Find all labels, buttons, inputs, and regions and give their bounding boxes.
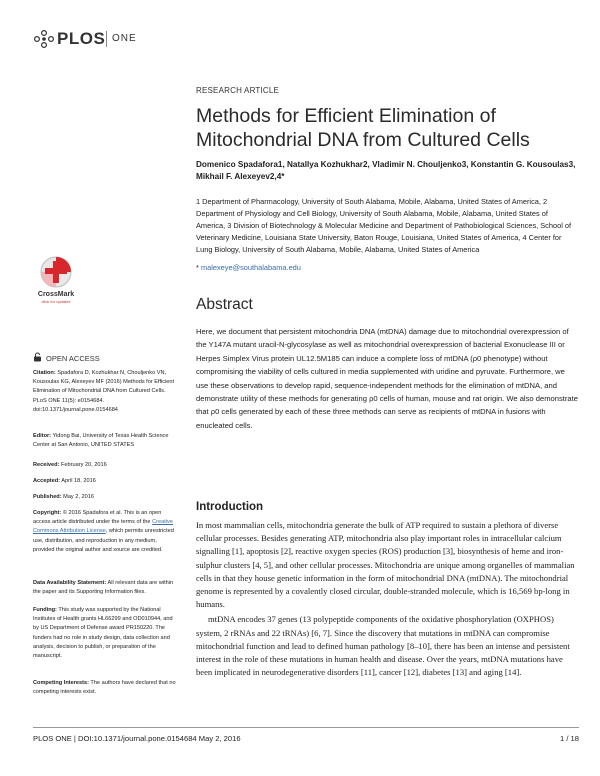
competing-label: Competing Interests: [33, 680, 89, 686]
crossmark-badge[interactable] [33, 255, 79, 311]
abstract-heading: Abstract [196, 296, 253, 313]
data-availability-text: All relevant data are within the paper and its Supporting Information files. [33, 580, 174, 596]
published-date [33, 493, 176, 502]
competing-interests [33, 679, 176, 697]
funding-text: This study was supported by the National Institutes of Health grants HL66299 and OD010944, and by US Department of Defense award PR150220. The funders had no role in study design, data collection and analysis, decision to publish, or preparation of the manuscript. [33, 607, 173, 660]
competing-text: The authors have declared that no competing interests exist. [33, 680, 176, 696]
citation-text: Spadafora D, Kozhukhar N, Chouljenko VN, Kousoulas KG, Alexeyev MF (2016) Methods for Efficient Elimination of Mitochondrial DNA from Cultured Cells. PLoS ONE 11(5): e0154684. doi:10.1371/journal.pone.0154684 [33, 370, 175, 413]
published-label: Published: [33, 494, 62, 500]
article-title: Methods for Efficient Elimination of Mitochondrial DNA from Cultured Cells [196, 105, 530, 151]
plos-logo[interactable] [33, 27, 153, 51]
corresponding-email [196, 263, 301, 272]
logo-name: PLOS [57, 29, 106, 48]
citation-label: Citation: [33, 370, 56, 376]
copyright-label: Copyright: [33, 510, 62, 516]
footer-citation: PLOS ONE | DOI:10.1371/journal.pone.0154684 May 2, 2016 [33, 734, 241, 743]
page-number: 1 / 18 [560, 734, 579, 743]
editor [33, 432, 176, 450]
author-list: Domenico Spadafora1, Natallya Kozhukhar2, Vladimir N. Chouljenko3, Konstantin G. Kousoulas3, Mikhail F. Alexeyev2,4* [196, 160, 576, 181]
logo-journal: ONE [112, 33, 137, 44]
crossmark-sublabel: click for updates [41, 299, 71, 304]
accepted-value: April 18, 2016 [61, 478, 96, 484]
copyright [33, 509, 176, 555]
article-type: RESEARCH ARTICLE [196, 86, 280, 95]
crossmark-label: CrossMark [37, 291, 75, 298]
received-value: February 20, 2016 [61, 462, 107, 468]
accepted-date [33, 477, 176, 486]
open-lock-icon [33, 352, 42, 362]
abstract-text: Here, we document that persistent mitochondria DNA (mtDNA) damage due to mitochondrial overexpression of the Y147A mutant uracil-N-glycosylase as well as mitochondrial overexpression of bacterial Exonuclease III or Herpes Simplex Virus protein UL12.5M185 can induce a complete loss of mtDNA (ρ0 phenotype) without compromising the viability of cells cultured in media supplemented with uridine and pyruvate. Furthermore, we use these observations to develop rapid, sequence-independent methods for the elimination of mtDNA, and demonstrate utility of these methods for generating ρ0 cells of human, mouse and rat origin. We also demonstrate that ρ0 cells generated by each of these three methods can serve as recipients of mtDNA in fusions with enucleated cells. [196, 327, 578, 430]
accepted-label: Accepted: [33, 478, 61, 484]
copyright-text-a: © 2016 Spadafora et al. This is an open access article distributed under the terms of the [33, 510, 162, 526]
copyright-text-b: , which permits unrestricted use, distribution, and reproduction in any medium, provided the original author and source are credited. [33, 528, 174, 553]
funding-label: Funding: [33, 607, 57, 613]
logo-separator [106, 31, 107, 47]
open-access-label: OPEN ACCESS [46, 354, 100, 363]
footer-divider [33, 727, 579, 728]
introduction-body [196, 519, 578, 679]
license-link[interactable]: Creative Commons Attribution License [33, 519, 173, 535]
citation [33, 369, 176, 415]
affiliations: 1 Department of Pharmacology, University of South Alabama, Mobile, Alabama, United States of America, 2 Department of Physiology and Cell Biology, University of South Alabama, Mobile, Alabama, United States of America, 3 Division of Biotechnology & Molecular Medicine and Department of Pathobiological Sciences, School of Veterinary Medicine, Louisiana State University, Baton Rouge, Louisiana, United States of America, 4 Center for Lung Biology, University of South Alabama, Mobile, Alabama, United States of America [196, 197, 572, 254]
data-availability [33, 579, 176, 597]
received-date [33, 461, 176, 470]
published-value: May 2, 2016 [63, 494, 94, 500]
editor-text: Yidong Bai, University of Texas Health Science Center at San Antonio, UNITED STATES [33, 433, 169, 449]
funding [33, 606, 176, 661]
editor-label: Editor: [33, 433, 52, 439]
plos-logo-dots-icon [33, 29, 55, 49]
email-marker: * [196, 263, 199, 272]
email-link[interactable]: malexeye@southalabama.edu [200, 263, 301, 272]
crossmark-icon [33, 255, 79, 291]
received-label: Received: [33, 462, 60, 468]
data-availability-label: Data Availability Statement: [33, 580, 107, 586]
introduction-heading: Introduction [196, 501, 264, 513]
intro-paragraph-2: mtDNA encodes 37 genes (13 polypeptide components of the oxidative phosphorylation (OXPHOS) system, 2 rRNAs and 22 tRNAs) [6, 7]. Since the discovery that mutations in mtDNA can compromise mitochondrial function and lead to defined human pathology [8–10], there has been an intense and persistent interest in the role of these mutations in human health and disease. Over the years, mtDNA mutations have been implicated in neurodegenerative disorders [11], cancer [12], diabetes [13] and aging [14]. [196, 614, 570, 678]
intro-paragraph-1: In most mammalian cells, mitochondria generate the bulk of ATP required to sustain a plethora of diverse cellular processes. Besides generating ATP, mitochondria also play important roles in intracellular calcium signalling [1], apoptosis [2], reactive oxygen species (ROS) production [3], biosynthesis of heme and iron-sulphur clusters [4, 5], and other cellular processes. Mitochondria are unique among organelles of mammalian cells in that they house genetic information in the form of mitochondrial DNA (mtDNA). The mitochondrial genome is represented by a covalently closed circular, double-stranded molecule, which is 16,569 bp-long in humans. [196, 520, 575, 610]
open-access [33, 352, 100, 363]
